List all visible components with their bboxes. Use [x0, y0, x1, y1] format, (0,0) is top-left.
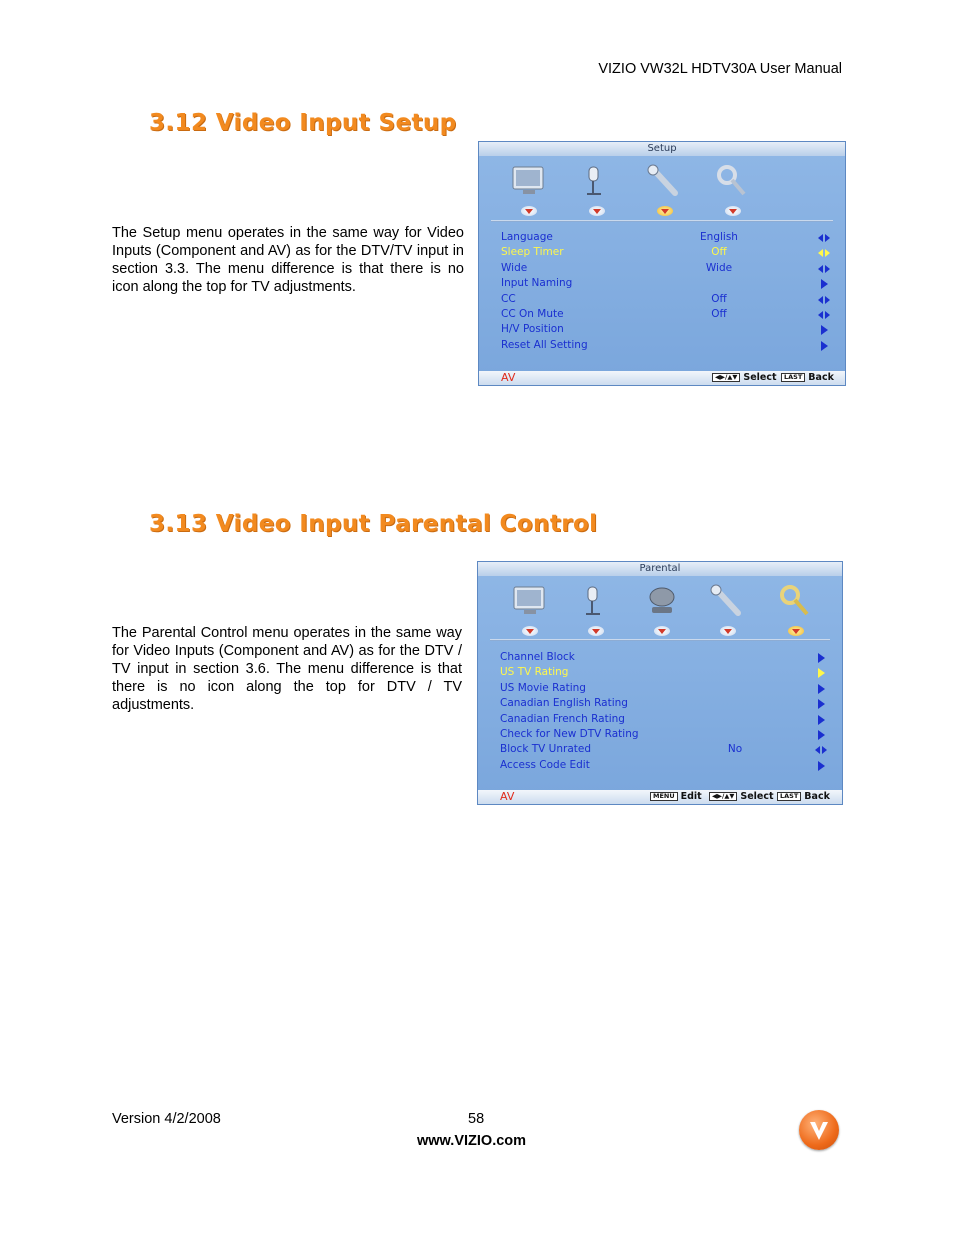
parental-menu-title: Parental: [478, 562, 842, 576]
select-hint: ◀▶/▲▼ Select: [712, 371, 777, 385]
menu-item-value: Off: [711, 292, 727, 305]
menu-item-label: US Movie Rating: [500, 681, 586, 694]
menu-item-label: Canadian French Rating: [500, 712, 625, 725]
back-hint: LAST Back: [777, 790, 830, 804]
right-arrow-icon[interactable]: [814, 758, 828, 773]
menu-item[interactable]: [501, 338, 831, 353]
menu-item[interactable]: [501, 245, 831, 260]
menu-item-label: Input Naming: [501, 277, 573, 290]
nav-key-icon: ◀▶/▲▼: [712, 373, 740, 382]
parental-menu-icon-bar: [478, 580, 842, 636]
right-arrow-icon[interactable]: [817, 276, 831, 291]
menu-item-label: Block TV Unrated: [500, 743, 592, 756]
menu-item-value: Wide: [705, 261, 733, 274]
right-arrow-icon[interactable]: [814, 650, 828, 665]
right-arrow-icon[interactable]: [814, 727, 828, 742]
left-right-arrows-icon[interactable]: [817, 261, 831, 276]
divider: [490, 639, 830, 641]
right-arrow-icon[interactable]: [817, 338, 831, 353]
website-link[interactable]: www.VIZIO.com: [417, 1133, 527, 1149]
section-paragraph-parental: The Parental Control menu operates in the same way for Video Inputs (Component and AV) as for the DTV / TV input in section 3.6. The menu difference is that there is no icon along the top for DTV / TV adjustments.: [112, 625, 462, 713]
edit-hint: MENU Edit: [650, 790, 702, 804]
setup-menu-screenshot: [478, 141, 846, 386]
menu-item[interactable]: [500, 696, 828, 711]
section-title-setup: 3.12 Video Input Setup: [149, 110, 457, 136]
input-source-label: AV: [501, 371, 516, 384]
input-source-label: AV: [500, 790, 515, 803]
caret-active-icon: [788, 626, 804, 636]
tv-picture-icon: [509, 162, 549, 200]
divider: [491, 220, 833, 222]
right-arrow-icon[interactable]: [814, 681, 828, 696]
caret-icon: [522, 626, 538, 636]
menu-item[interactable]: [500, 650, 828, 665]
menu-item[interactable]: [501, 276, 831, 291]
menu-key-icon: MENU: [650, 792, 678, 801]
menu-item-value: Off: [711, 246, 727, 259]
right-arrow-icon[interactable]: [817, 322, 831, 337]
menu-item-label: Access Code Edit: [500, 758, 590, 771]
setup-menu-title: Setup: [479, 142, 845, 156]
menu-item[interactable]: [501, 261, 831, 276]
menu-item-label: Language: [501, 231, 553, 243]
nav-key-icon: ◀▶/▲▼: [709, 792, 737, 801]
menu-item[interactable]: [500, 742, 828, 757]
menu-item[interactable]: [501, 322, 831, 337]
page-header: VIZIO VW32L HDTV30A User Manual: [598, 61, 842, 77]
right-arrow-icon[interactable]: [814, 696, 828, 711]
menu-item[interactable]: [500, 727, 828, 742]
menu-item-label: CC On Mute: [501, 308, 564, 320]
last-key-icon: LAST: [777, 792, 801, 801]
setup-menu-footer: [479, 371, 845, 385]
menu-item[interactable]: [501, 230, 831, 245]
back-hint: LAST Back: [781, 371, 834, 385]
page-number: 58: [468, 1111, 485, 1127]
parental-menu-screenshot: [477, 561, 843, 805]
menu-item-label: Channel Block: [500, 651, 575, 663]
menu-item[interactable]: [500, 712, 828, 727]
menu-item-label: Wide: [501, 261, 528, 274]
menu-item-label: Check for New DTV Rating: [500, 728, 639, 740]
microphone-icon: [576, 582, 616, 620]
menu-item-label: US TV Rating: [500, 666, 569, 679]
menu-item[interactable]: [500, 665, 828, 680]
last-key-icon: LAST: [781, 373, 805, 382]
menu-item[interactable]: [501, 292, 831, 307]
wrench-icon: [645, 162, 685, 200]
menu-item[interactable]: [500, 758, 828, 773]
menu-item-label: CC: [501, 292, 516, 305]
menu-item-label: Canadian English Rating: [500, 697, 628, 710]
parental-menu-footer: [478, 790, 842, 804]
menu-item[interactable]: [500, 681, 828, 696]
left-right-arrows-icon[interactable]: [817, 245, 831, 260]
left-right-arrows-icon[interactable]: [817, 230, 831, 245]
microphone-icon: [577, 162, 617, 200]
menu-item-label: H/V Position: [501, 323, 564, 336]
caret-icon: [589, 206, 605, 216]
menu-item-value: No: [727, 743, 743, 756]
left-right-arrows-icon[interactable]: [817, 292, 831, 307]
caret-active-icon: [657, 206, 673, 216]
menu-item-label: Reset All Setting: [501, 338, 588, 351]
key-icon: [713, 162, 753, 200]
setup-menu-icon-bar: [479, 160, 845, 216]
right-arrow-icon[interactable]: [814, 712, 828, 727]
satellite-icon: [642, 582, 682, 620]
right-arrow-icon[interactable]: [814, 665, 828, 680]
wrench-icon: [708, 582, 748, 620]
key-icon: [776, 582, 816, 620]
caret-icon: [720, 626, 736, 636]
menu-item-label: Sleep Timer: [501, 246, 564, 259]
menu-item-value: Off: [711, 308, 727, 320]
version-label: Version 4/2/2008: [112, 1111, 221, 1127]
menu-item-value: English: [700, 231, 738, 243]
tv-picture-icon: [510, 582, 550, 620]
left-right-arrows-icon[interactable]: [817, 307, 831, 322]
section-title-parental: 3.13 Video Input Parental Control: [149, 511, 598, 537]
menu-item[interactable]: [501, 307, 831, 322]
caret-icon: [654, 626, 670, 636]
vizio-logo-icon: [799, 1110, 839, 1150]
left-right-arrows-icon[interactable]: [814, 742, 828, 757]
select-hint: ◀▶/▲▼ Select: [709, 790, 774, 804]
caret-icon: [521, 206, 537, 216]
caret-icon: [588, 626, 604, 636]
section-paragraph-setup: The Setup menu operates in the same way for Video Inputs (Component and AV) as for the DTV/TV input in section 3.3. The menu difference is that there is no icon along the top for TV adjustments.: [112, 225, 464, 295]
caret-icon: [725, 206, 741, 216]
